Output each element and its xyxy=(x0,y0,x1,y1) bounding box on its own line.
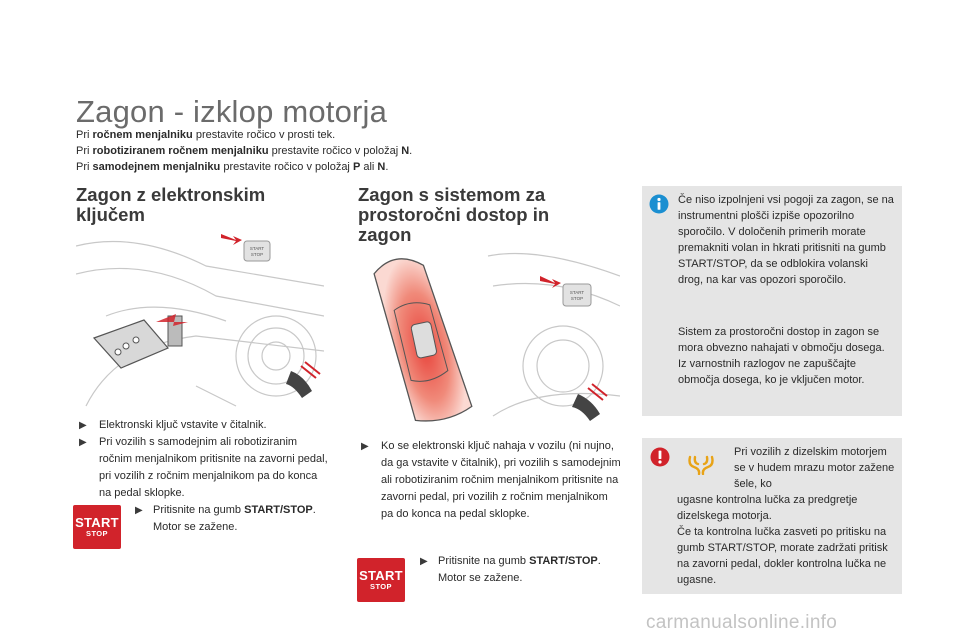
triangle-bullet-icon: ▶ xyxy=(79,437,87,448)
warning-icon xyxy=(650,447,670,467)
triangle-bullet-icon: ▶ xyxy=(361,441,369,452)
section-title-electronic-key: Zagon z elektronskim ključem xyxy=(76,184,266,225)
key-reader-drawing xyxy=(76,226,324,408)
svg-text:STOP: STOP xyxy=(570,296,584,301)
warning-text-top: Pri vozilih z dizelskim motorjem se v hudem mrazu motor zažene šele, ko xyxy=(734,446,895,490)
illustration-key-reader xyxy=(76,226,324,408)
info-icon xyxy=(649,194,669,214)
svg-text:STOP: STOP xyxy=(250,252,264,257)
svg-text:START: START xyxy=(249,246,265,251)
hand-press-icon xyxy=(572,384,607,421)
start-stop-button-icon: START STOP xyxy=(73,505,121,549)
intro-line-3: Pri samodejnem menjalniku prestavite ročico v položaj P ali N. xyxy=(76,161,389,173)
triangle-bullet-icon: ▶ xyxy=(135,505,143,516)
section-title-hands-free: Zagon s sistemom za prostoročni dostop in zagon xyxy=(358,184,550,245)
info-text-2: Sistem za prostoročni dostop in zagon se mora obvezno nahajati v območju dosega. Iz varnostnih razlogov ne zapuščajte območja dosega, ko je vključen motor. xyxy=(678,326,885,386)
section1-press-instruction: ▶ Pritisnite na gumb START/STOP. Motor se zažene. xyxy=(135,504,316,533)
hands-free-drawing xyxy=(358,246,620,426)
electronic-key-image xyxy=(94,314,188,368)
section2-press-instruction: ▶ Pritisnite na gumb START/STOP. Motor se zažene. xyxy=(420,555,601,584)
list-item: ▶ Pri vozilih s samodejnim ali robotiziranim ročnim menjalnikom pritisnite na zavorni pedal, pri vozilih z ročnim menjalnikom pa do konca na pedal sklopke. xyxy=(79,436,328,499)
start-stop-button-icon: START STOP xyxy=(357,558,405,602)
list-item: ▶ Ko se elektronski ključ nahaja v vozilu (ni nujno, da ga vstavite v čitalnik), pri vozilih s samodejnim ali robotiziranim ročnim menjalnikom pritisnite na zavorni pedal, pri vozilih z ročnim menjalnikom pa do konca na pedal sklopke. xyxy=(361,440,621,520)
intro-line-2: Pri robotiziranem ročnem menjalniku prestavite ročico v položaj N. xyxy=(76,145,413,157)
warning-text-bottom: ugasne kontrolna lučka za predgretje dizelskega motorja. Če ta kontrolna lučka zasveti po pritisku na gumb START/STOP, morate zadržati pritisk na zavorni pedal, dokler kontrolna lučka ne ugasne. xyxy=(677,494,888,586)
page-title: Zagon - izklop motorja xyxy=(76,94,388,129)
glow-plug-icon xyxy=(686,455,716,475)
list-item: ▶ Elektronski ključ vstavite v čitalnik. xyxy=(79,417,329,434)
car-top-view xyxy=(372,250,473,426)
section2-bullet-list xyxy=(361,438,621,523)
warning-note-box xyxy=(642,438,902,594)
info-note-box xyxy=(642,186,902,416)
intro-text xyxy=(76,127,412,175)
illustration-hands-free xyxy=(358,246,620,426)
triangle-bullet-icon: ▶ xyxy=(420,556,428,567)
section1-bullet-list xyxy=(79,417,329,502)
triangle-bullet-icon: ▶ xyxy=(79,420,87,431)
svg-text:START: START xyxy=(569,290,585,295)
watermark-text: carmanualsonline.info xyxy=(646,612,838,633)
intro-line-1: Pri ročnem menjalniku prestavite ročico v prosti tek. xyxy=(76,129,336,141)
info-text-1: Če niso izpolnjeni vsi pogoji za zagon, se na instrumentni plošči izpiše opozorilno sporočilo. V določenih primerih morate premakniti volan in hkrati pritisniti na gumb START/STOP, da se odblokira volanski drog, na kar vas opozori sporočilo. xyxy=(678,194,894,286)
